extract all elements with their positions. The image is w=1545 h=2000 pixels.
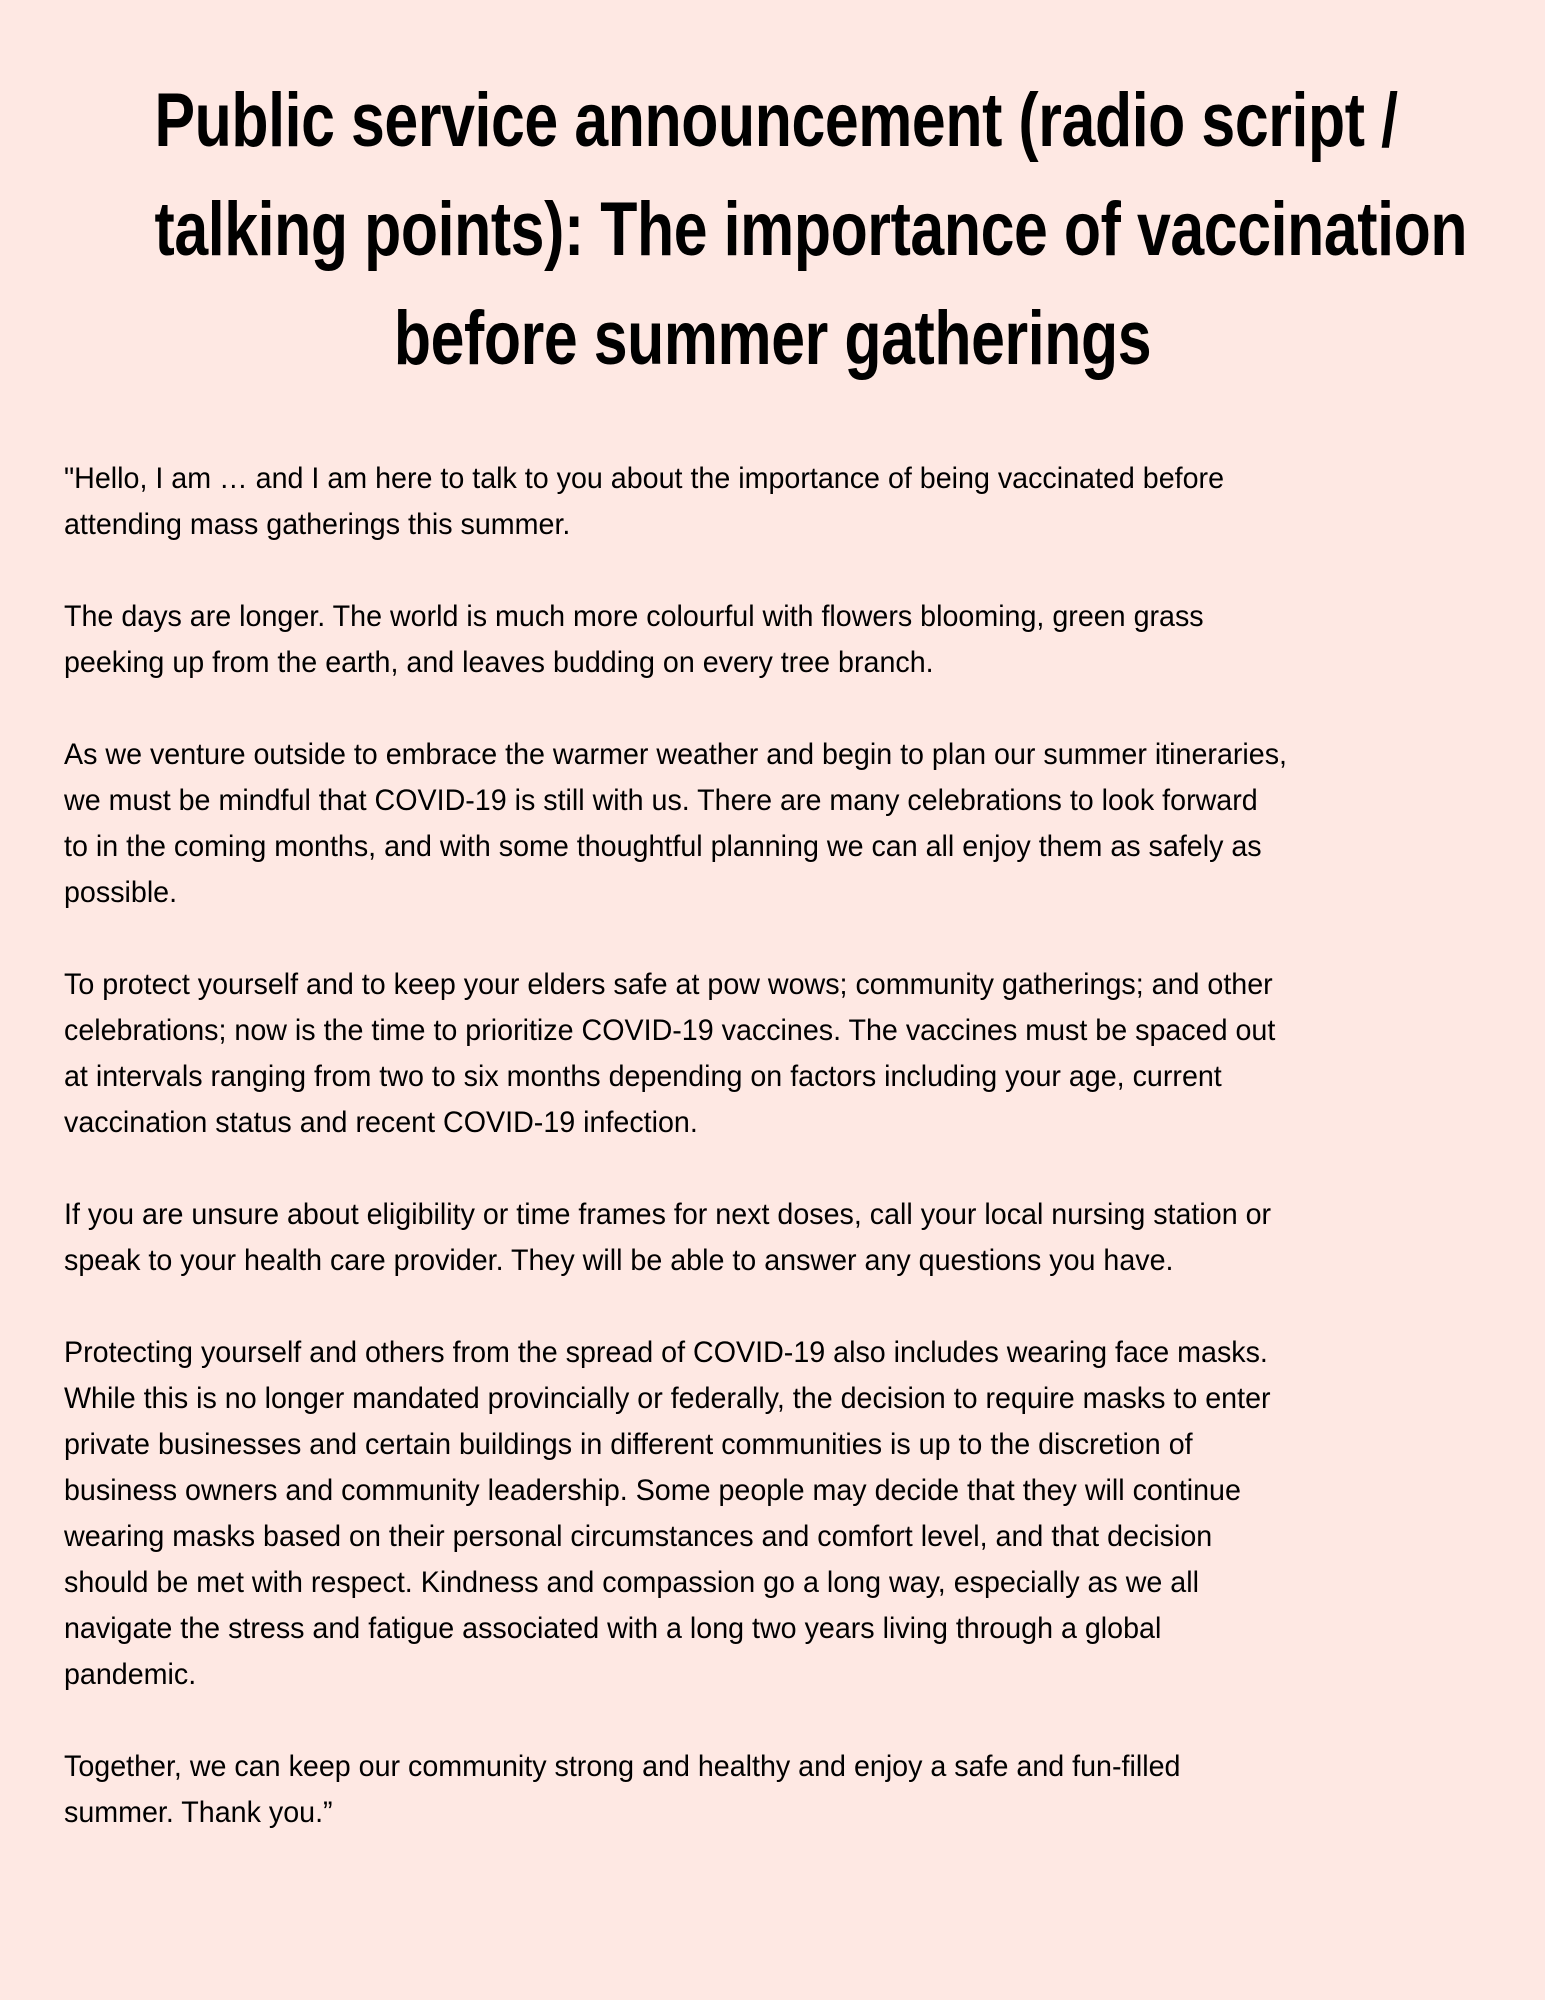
- text-line: vaccination status and recent COVID-19 infection.: [64, 1106, 698, 1139]
- text-line: "Hello, I am … and I am here to talk to you about the importance of being vaccinated before: [64, 462, 1225, 495]
- text-line: should be met with respect. Kindness and compassion go a long way, especially as we all: [64, 1566, 1199, 1599]
- text-line: speak to your health care provider. They will be able to answer any questions you have.: [64, 1244, 1174, 1277]
- text-line: private businesses and certain buildings in different communities is up to the discretion of: [64, 1428, 1193, 1461]
- text-line: navigate the stress and fatigue associated with a long two years living through a global: [64, 1612, 1162, 1645]
- paragraph-closing: [64, 1744, 1504, 1836]
- text-line: celebrations; now is the time to prioritize COVID-19 vaccines. The vaccines must be spaced out: [64, 1014, 1276, 1047]
- title-line: Public service announcement (radio script /: [154, 78, 1398, 163]
- text-line: peeking up from the earth, and leaves budding on every tree branch.: [64, 646, 934, 679]
- text-line: While this is no longer mandated provincially or federally, the decision to require masks to enter: [64, 1382, 1271, 1415]
- paragraph-intro: [64, 456, 1504, 548]
- title-line: talking points): The importance of vaccination: [154, 187, 1468, 272]
- paragraph-masks: [64, 1330, 1504, 1698]
- document-body: [64, 456, 1504, 1882]
- paragraph-covid-reminder: [64, 732, 1504, 916]
- text-line: to in the coming months, and with some thoughtful planning we can all enjoy them as safely as: [64, 830, 1262, 863]
- document-title: [0, 66, 1545, 393]
- text-line: business owners and community leadership. Some people may decide that they will continue: [64, 1474, 1241, 1507]
- text-line: summer. Thank you.”: [64, 1796, 333, 1829]
- text-line: To protect yourself and to keep your elders safe at pow wows; community gatherings; and other: [64, 968, 1273, 1001]
- text-line: we must be mindful that COVID-19 is still with us. There are many celebrations to look forward: [64, 784, 1258, 817]
- text-line: As we venture outside to embrace the warmer weather and begin to plan our summer itineraries,: [64, 738, 1288, 771]
- text-line: possible.: [64, 876, 178, 909]
- text-line: wearing masks based on their personal circumstances and comfort level, and that decision: [64, 1520, 1213, 1553]
- paragraph-eligibility: [64, 1192, 1504, 1284]
- text-line: If you are unsure about eligibility or time frames for next doses, call your local nursing station or: [64, 1198, 1272, 1231]
- text-line: at intervals ranging from two to six months depending on factors including your age, current: [64, 1060, 1222, 1093]
- text-line: pandemic.: [64, 1658, 197, 1691]
- text-line: Together, we can keep our community strong and healthy and enjoy a safe and fun-filled: [64, 1750, 1181, 1783]
- text-line: Protecting yourself and others from the spread of COVID-19 also includes wearing face masks.: [64, 1336, 1268, 1369]
- text-line: The days are longer. The world is much more colourful with flowers blooming, green grass: [64, 600, 1204, 633]
- paragraph-vaccines: [64, 962, 1504, 1146]
- paragraph-summer-description: [64, 594, 1504, 686]
- title-line: before summer gatherings: [393, 296, 1152, 381]
- text-line: attending mass gatherings this summer.: [64, 508, 571, 541]
